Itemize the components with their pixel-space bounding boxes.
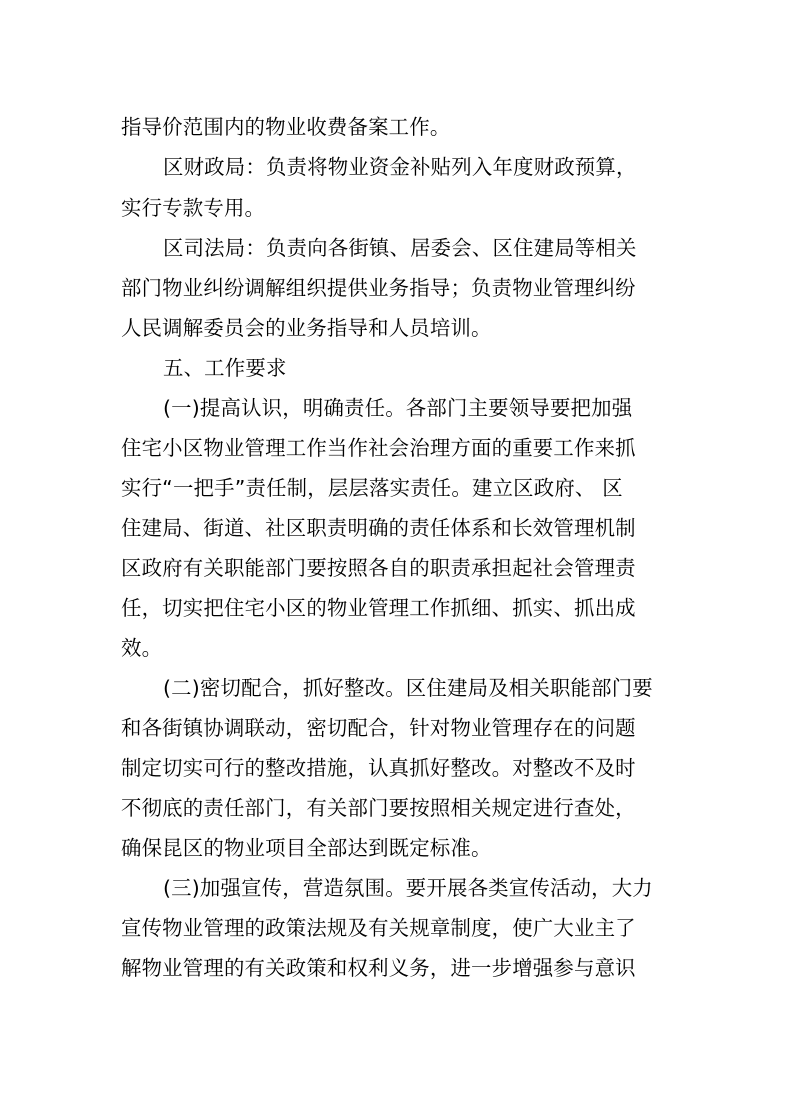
text-line-17: 制定切实可行的整改措施，认真抓好整改。对整改不及时 <box>121 756 636 780</box>
text-line-5: 部门物业纠纷调解组织提供业务指导；负责物业管理纠纷 <box>121 276 636 300</box>
text-line-2: 区财政局：负责将物业资金补贴列入年度财政预算， <box>163 155 637 179</box>
text-line-15: (二)密切配合，抓好整改。区住建局及相关职能部门要 <box>163 676 653 700</box>
text-line-14: 效。 <box>121 636 163 660</box>
text-line-4: 区司法局：负责向各街镇、居委会、区住建局等相关 <box>163 236 637 260</box>
section-heading: 五、工作要求 <box>163 356 287 380</box>
text-line-10: 实行“一把手”责任制，层层落实责任。建立区政府、 区 <box>121 476 623 500</box>
text-line-19: 确保昆区的物业项目全部达到既定标准。 <box>121 836 492 860</box>
text-line-18: 不彻底的责任部门，有关部门要按照相关规定进行查处， <box>121 796 636 820</box>
text-line-8: (一)提高认识，明确责任。各部门主要领导要把加强 <box>163 396 633 420</box>
text-line-22: 解物业管理的有关政策和权利义务，进一步增强参与意识 <box>121 956 636 980</box>
text-line-1: 指导价范围内的物业收费备案工作。 <box>121 115 451 139</box>
text-line-20: (三)加强宣传，营造氛围。要开展各类宣传活动，大力 <box>163 876 653 900</box>
text-line-3: 实行专款专用。 <box>121 196 266 220</box>
text-line-6: 人民调解委员会的业务指导和人员培训。 <box>121 316 492 340</box>
text-line-21: 宣传物业管理的政策法规及有关规章制度，使广大业主了 <box>121 916 636 940</box>
text-line-12: 区政府有关职能部门要按照各自的职责承担起社会管理责 <box>121 556 636 580</box>
text-line-13: 任，切实把住宅小区的物业管理工作抓细、抓实、抓出成 <box>121 596 636 620</box>
text-line-9: 住宅小区物业管理工作当作社会治理方面的重要工作来抓 <box>121 436 636 460</box>
text-line-16: 和各街镇协调联动，密切配合，针对物业管理存在的问题 <box>121 716 636 740</box>
text-line-11: 住建局、街道、社区职责明确的责任体系和长效管理机制 <box>121 516 636 540</box>
